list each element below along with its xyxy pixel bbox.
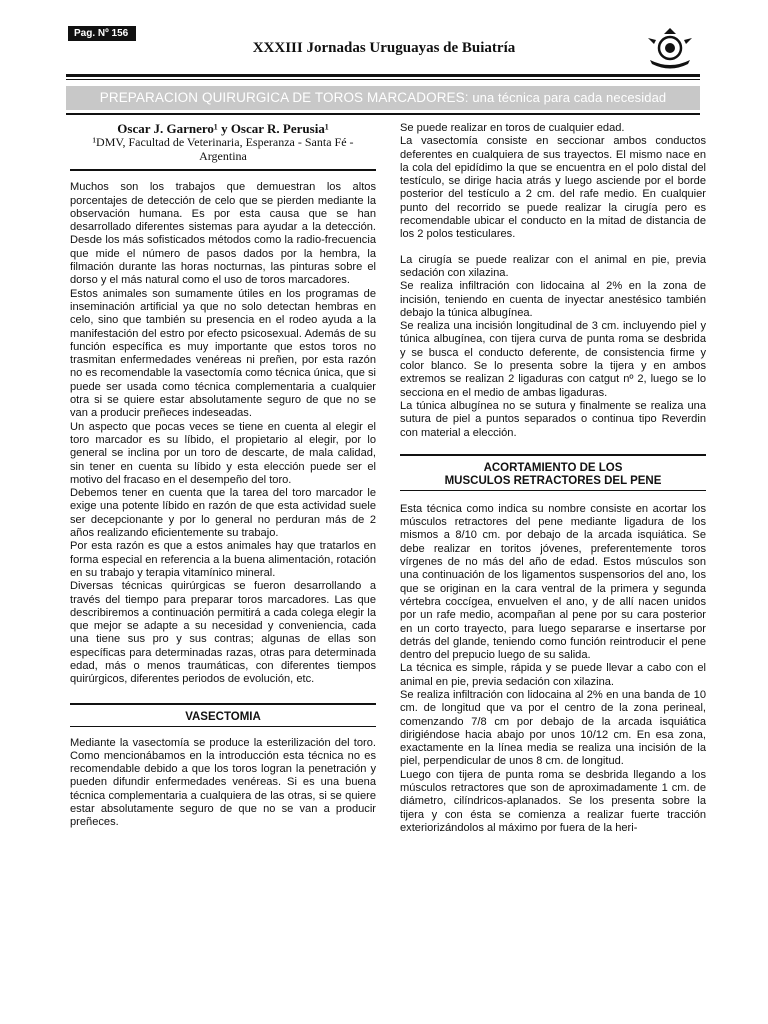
society-emblem-icon: [644, 26, 696, 72]
journal-title: XXXIII Jornadas Uruguayas de Buiatría: [252, 40, 516, 56]
section-heading-acortamiento: [400, 462, 706, 488]
paragraph: La túnica albugínea no se sutura y finalmente se realiza una sutura de piel a puntos separados o continua tipo Reverdin con material a elección.: [400, 399, 706, 439]
paragraph: Estos animales son sumamente útiles en los programas de inseminación artificial ya que no solo detectan hembras en celo, sino que también su presencia en el rodeo ayuda a la manifestación del estro por efecto psicosexual. Además de su función específica es muy importante que estos toros no trasmitan enfermedades venéreas ni preñen, por esta razón no es recomendable la vasectomía como técnica única, que si puede ser usada como técnica complementaria a cualquier otra si se quiere estar absolutamente seguro de que no se van a producir preñeces indeseadas.: [70, 287, 376, 420]
paragraph: La cirugía se puede realizar con el animal en pie, previa sedación con xilazina.: [400, 253, 706, 279]
left-column: [70, 122, 376, 830]
paragraph: Se puede realizar en toros de cualquier edad.: [400, 122, 625, 134]
page-number: Pag. Nº 156: [68, 26, 136, 41]
section-heading-vasectomia: VASECTOMIA: [185, 710, 261, 723]
article-title-banner: [66, 86, 700, 110]
affiliation-line-1: ¹DMV, Facultad de Veterinaria, Esperanza - Santa Fé -: [92, 135, 354, 150]
paragraph: Un aspecto que pocas veces se tiene en cuenta al elegir el toro marcador es su líbido, el propietario al elegir, por lo general se inclina por un toro de descarte, de mala calidad, sin tener en cuenta su líbido y esta elección puede ser el motivo del fracaso en el desempeño del toro.: [70, 420, 376, 486]
paragraph: Esta técnica como indica su nombre consiste en acortar los músculos retractores del pene mediante ligadura de los mismos a 8/10 cm. por debajo de la arcada isquiática. Se debe realizar en toritos jóvenes, preferentemente toros vírgenes de no más del año de edad. Estos músculos son una continuación de los ligamentos suspensorios del ano, los que se originan en la cara ventral de la primera y segunda vértebra coccígea, envuelven el ano, y de allí nacen unidos por un rafe medio, acompañan al pene por su cara posterior en un corto trayecto, para luego separarse e insertarse por detrás del glande, teniendo como función reintroducir el pene dentro del prepucio luego de su salida.: [400, 502, 706, 662]
section-rule: [70, 703, 376, 705]
paragraph: Muchos son los trabajos que demuestran los altos porcentajes de detección de celo que se pierden mediante la observación humana. Es por esta causa que se han desarrollado diferentes sistemas para ayudar a la detección. Desde los más sofisticados métodos como la radio-frecuencia que mide el número de pasos dados por la hembra, la filmación durante las horas nocturnas, las pinturas sobre el dorso y el más natural como el uso de toros marcadores.: [70, 181, 376, 287]
affiliation-line-2: Argentina: [199, 149, 247, 164]
paragraph: Se realiza infiltración con lidocaina al 2% en la zona de incisión, teniendo en cuenta de inyectar anestésico también debajo la túnica albugínea.: [400, 280, 706, 319]
section-rule: [70, 726, 376, 727]
heading-line-1: ACORTAMIENTO DE LOS: [483, 461, 623, 474]
paragraph: Diversas técnicas quirúrgicas se fueron desarrollando a través del tiempo para preparar toros marcadores. Las que describiremos a continuación permitirá a cada colega elegir la que mejor se adapte a su necesidad y conveniencia, cada una tiene sus pro y sus contras; algunas de ellas son específicas para determinadas razas, otras para determinada edad, más o menos traumáticas, con diferentes tiempos quirúrgicos, diferentes periodos de evolución, etc.: [70, 580, 376, 686]
header-rule-thick: [66, 74, 700, 77]
section-rule: [400, 454, 706, 456]
banner-rule: [66, 113, 700, 115]
paragraph: La vasectomía consiste en seccionar ambos conductos deferentes en cualquiera de sus trayectos. El mismo nace en la cola del epidídimo la que se encuentra en el polo distal del testículo, se dirige hacia atrás y luego asciende por el borde posterior del testículo a 2 cm. del rafe medio. En cualquier punto del recorrido se puede realizar la cirugía pero es recomendable ubicar el conducto en la mitad de distancia de los 2 polos testiculares.: [400, 135, 706, 241]
article-subtitle: una técnica para cada necesidad: [468, 90, 667, 105]
paragraph: Mediante la vasectomía se produce la esterilización del toro. Como mencionábamos en la introducción esta técnica no es recomendable debido a que los toros logran la penetración y pueden difundir enfermedades venéreas. Si es una buena técnica complementaria a cualquiera de las otras, si se quiere estar absolutamente seguro de que no se van a producir preñeces.: [70, 736, 376, 829]
article-title: PREPARACION QUIRURGICA DE TOROS MARCADORES:: [99, 90, 469, 105]
paragraph: Luego con tijera de punta roma se desbrida llegando a los músculos retractores que son de aproximadamente 1 cm. de diámetro, cilíndricos-aplanados. Se los presenta sobre la tijera y con ésta se comienza a realizar fuerte tracción exteriorizándolos al máximo por fuera de la heri-: [400, 768, 706, 834]
paragraph: Debemos tener en cuenta que la tarea del toro marcador le exige una potente líbido en razón de que esta actividad suele ser decepcionante y por lo general no perduran más de 2 años realizando eficientemente su trabajo.: [70, 487, 376, 540]
paragraph: Se realiza infiltración con lidocaina al 2% en una banda de 10 cm. de longitud que va por el centro de la zona perineal, comenzando 7/8 cm por debajo de la arcada isquiática dirigiéndose hacia abajo por unos 10/12 cm. En esa zona, exactamente en la línea media se realiza una incisión de la piel, perpendicular de unos 8 cm. de longitud.: [400, 688, 706, 768]
affiliation: [70, 135, 376, 163]
right-column: [400, 122, 706, 835]
paragraph: Por esta razón es que a estos animales hay que tratarlos en forma especial en referencia a la buena alimentación, rotación en su trabajo y terapia vitamínico mineral.: [70, 540, 376, 579]
paragraph: Se realiza una incisión longitudinal de 3 cm. incluyendo piel y túnica albugínea, con tijera curva de punta roma se desbrida y se busca el conducto deferente, de consistencia firme y color blanco. Se lo presenta sobre la tijera y en ambos extremos se realizan 2 ligaduras con catgut nº 2, luego se lo secciona en el medio de ambas ligaduras.: [400, 320, 706, 399]
paragraph: La técnica es simple, rápida y se puede llevar a cabo con el animal en pie, previa sedación con xilazina.: [400, 662, 706, 688]
header-rule-thin: [66, 79, 700, 80]
section-rule: [70, 169, 376, 171]
heading-line-2: MUSCULOS RETRACTORES DEL PENE: [444, 474, 662, 487]
section-rule: [400, 490, 706, 491]
authors: Oscar J. Garnero¹ y Oscar R. Perusia¹: [117, 121, 329, 136]
